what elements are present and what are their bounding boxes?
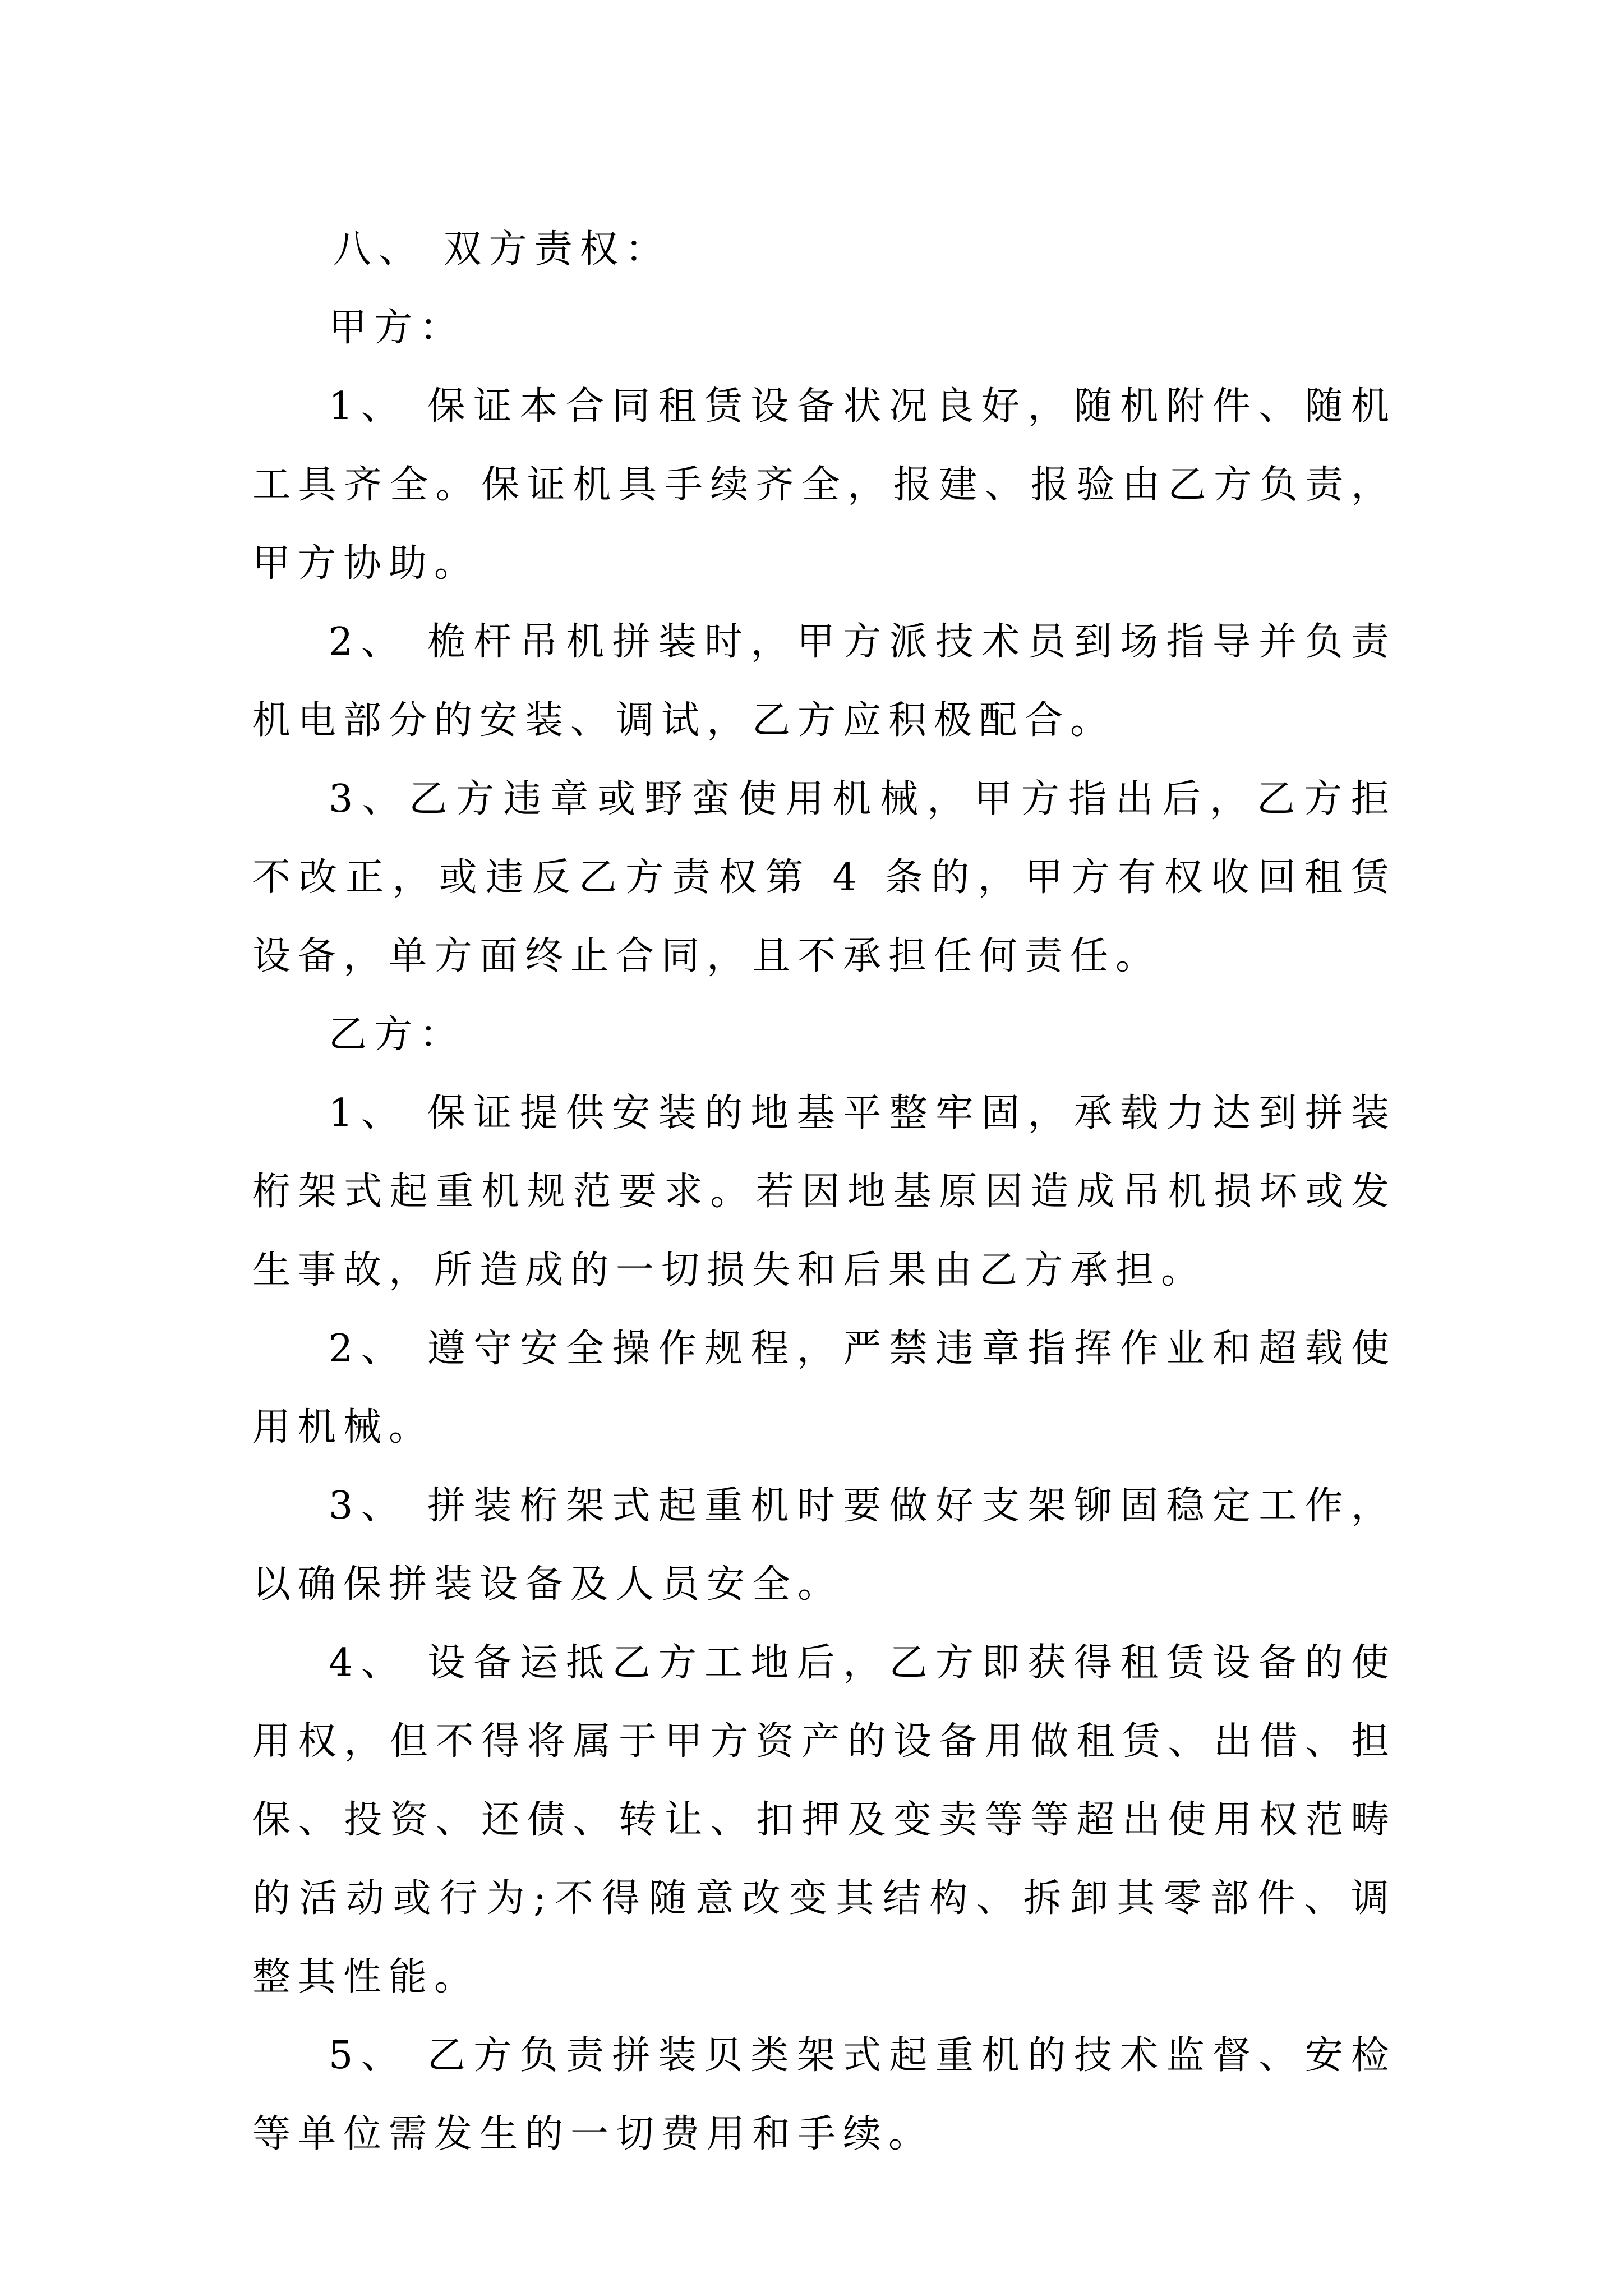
party-b-clause-1: 1、 保证提供安装的地基平整牢固，承载力达到拼装桁架式起重机规范要求。若因地基原因造成吊机损坏或发生事故，所造成的一切损失和后果由乙方承担。: [252, 1091, 1396, 1292]
party-b-heading: 乙方：: [329, 1013, 465, 1057]
section-heading: 八、 双方责权：: [333, 227, 671, 272]
party-b-clause-5: 5、 乙方负责拼装贝类架式起重机的技术监督、安检等单位需发生的一切费用和手续。: [252, 2033, 1396, 2156]
party-b-clause-2: 2、 遵守安全操作规程，严禁违章指挥作业和超载使用机械。: [252, 1327, 1396, 1450]
party-b-clause-4: 4、 设备运抵乙方工地后，乙方即获得租赁设备的使用权，但不得将属于甲方资产的设备用做租赁、出借、担保、投资、还债、转让、扣押及变卖等等超出使用权范畴的活动或行为;不得随意改变其结构、拆卸其零部件、调整其性能。: [252, 1641, 1396, 1999]
party-a-clause-3: 3、乙方违章或野蛮使用机械，甲方指出后，乙方拒不改正，或违反乙方责权第 4 条的，甲方有权收回租赁设备，单方面终止合同，且不承担任何责任。: [252, 777, 1396, 978]
party-a-clause-1: 1、 保证本合同租赁设备状况良好，随机附件、随机工具齐全。保证机具手续齐全，报建、报验由乙方负责，甲方协助。: [252, 384, 1396, 586]
party-b-clause-3: 3、 拼装桁架式起重机时要做好支架铆固稳定工作，以确保拼装设备及人员安全。: [252, 1484, 1396, 1607]
document-body: [252, 210, 1396, 2174]
party-a-clause-2: 2、 桅杆吊机拼装时，甲方派技术员到场指导并负责机电部分的安装、调试，乙方应积极配合。: [252, 620, 1396, 743]
party-a-heading: 甲方：: [329, 306, 465, 350]
